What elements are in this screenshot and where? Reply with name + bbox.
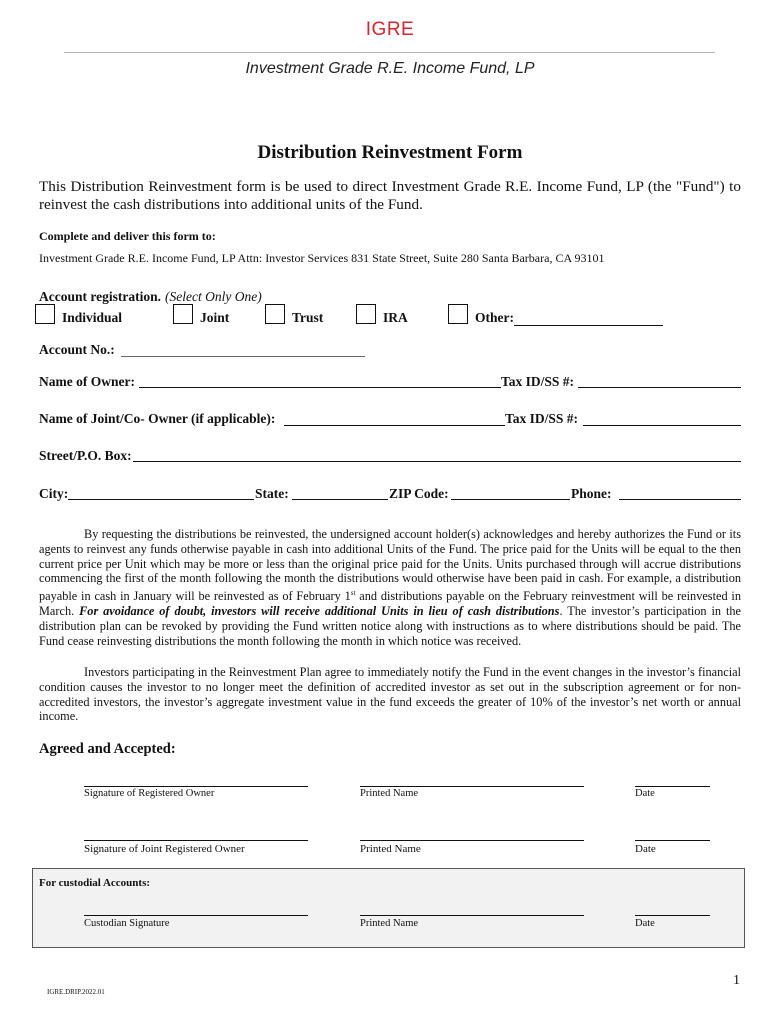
registration-hint: (Select Only One) — [164, 289, 262, 304]
phone-label: Phone: — [571, 486, 612, 501]
printed-name-line-owner[interactable] — [360, 786, 584, 787]
zip-input[interactable] — [451, 499, 570, 500]
authorization-paragraph — [39, 527, 741, 648]
date-label-owner: Date — [635, 788, 655, 799]
date-line-custodian[interactable] — [635, 915, 710, 916]
custodial-heading: For custodial Accounts: — [39, 877, 151, 889]
phone-input[interactable] — [619, 499, 741, 500]
printed-label-owner: Printed Name — [360, 788, 419, 799]
page-number: 1 — [733, 973, 740, 988]
form-title: Distribution Reinvestment Form — [257, 142, 523, 163]
tax-id-label: Tax ID/SS #: — [501, 374, 575, 389]
street-input[interactable] — [133, 461, 741, 462]
printed-name-line-joint[interactable] — [360, 840, 584, 841]
printed-name-line-custodian[interactable] — [360, 915, 584, 916]
document-id: IGRE.DRIP.2022.01 — [47, 988, 105, 996]
option-joint-label: Joint — [200, 310, 230, 325]
option-ira-label: IRA — [383, 310, 408, 325]
signature-line-custodian[interactable] — [84, 915, 308, 916]
account-no-label — [39, 342, 115, 358]
owner-name-input[interactable] — [139, 387, 501, 388]
deliver-address: Investment Grade R.E. Income Fund, LP Attn: Investor Services 831 State Street, Suite 280 Santa Barbara, CA 93101 — [39, 251, 605, 265]
p1-emphasis: For avoidance of doubt, investors will receive additional Units in lieu of cash distributions — [79, 604, 560, 619]
header-divider — [64, 52, 715, 53]
date-line-joint[interactable] — [635, 840, 710, 841]
p1-superscript: st — [350, 589, 356, 598]
checkbox-ira[interactable] — [356, 304, 376, 324]
agreed-heading: Agreed and Accepted: — [39, 741, 176, 757]
fund-name: Investment Grade R.E. Income Fund, LP — [245, 60, 535, 77]
p1-part-c: . The investor’s participation in the distribution plan can be revoked by providing the Fund written notice along with instructions as to where distributions should be paid. The Fund cease reinvesting distributions the month following the month in which notice was received. — [39, 604, 741, 648]
checkbox-individual[interactable] — [35, 304, 55, 324]
account-no-input[interactable] — [121, 356, 365, 357]
registration-heading — [39, 288, 262, 306]
tax-id-joint-input[interactable] — [583, 425, 741, 426]
tax-id-input[interactable] — [578, 387, 741, 388]
option-other-label: Other: — [475, 310, 514, 325]
registration-label: Account registration. — [39, 289, 161, 304]
joint-owner-input[interactable] — [284, 425, 505, 426]
owner-name-label: Name of Owner: — [39, 374, 135, 389]
signature-label-custodian: Custodian Signature — [84, 918, 170, 929]
joint-owner-label: Name of Joint/Co- Owner (if applicable): — [39, 411, 276, 426]
p1-part-a: By requesting the distributions be reinvested, the undersigned account holder(s) acknowledges and hereby authorizes the Fund or its agents to reinvest any funds otherwise payable in cash into additional Units of the Fund. The price paid for the Units will be equal to the then current price per Unit which may be more or less than the original price paid for the Units. Units purchased through will accrue distributions commencing the first of the month following the month the distributions would otherwise have been paid in cash. For example, a distribution payable in cash in January will be reinvested as of February 1 — [39, 527, 741, 604]
date-label-joint: Date — [635, 843, 656, 855]
tax-id-joint-label: Tax ID/SS #: — [505, 411, 579, 426]
other-input[interactable] — [514, 325, 663, 326]
checkbox-other[interactable] — [448, 304, 468, 324]
signature-label-joint: Signature of Joint Registered Owner — [84, 843, 245, 855]
investor-notice-paragraph — [39, 665, 741, 724]
option-trust-label: Trust — [292, 310, 324, 325]
option-individual-label: Individual — [62, 310, 123, 325]
checkbox-trust[interactable] — [265, 304, 285, 324]
deliver-heading: Complete and deliver this form to: — [39, 229, 216, 243]
p2-text: Investors participating in the Reinvestment Plan agree to immediately notify the Fund in the event changes in the investor’s financial condition causes the investor to no longer meet the definition of accredited investor as set out in the subscription agreement or for non-accredited investors, the investor’s aggregate investment value in the fund exceeds the greater of 10% of the investor’s net worth or annual income. — [39, 665, 741, 724]
date-line-owner[interactable] — [635, 786, 710, 787]
signature-line-joint[interactable] — [84, 840, 308, 841]
printed-label-joint: Printed Name — [360, 843, 421, 855]
city-label: City: — [39, 486, 69, 501]
state-input[interactable] — [292, 499, 388, 500]
date-label-custodian: Date — [635, 918, 655, 929]
brand-logo-text: IGRE — [365, 19, 415, 40]
street-label: Street/P.O. Box: — [39, 448, 132, 463]
checkbox-joint[interactable] — [173, 304, 193, 324]
signature-line-owner[interactable] — [84, 786, 308, 787]
printed-label-custodian: Printed Name — [360, 918, 419, 929]
city-input[interactable] — [68, 499, 254, 500]
state-label: State: — [255, 486, 289, 501]
intro-text: This Distribution Reinvestment form is be used to direct Investment Grade R.E. Income Fund, LP (the "Fund") to reinvest the cash distributions into additional units of the Fund. — [39, 178, 741, 213]
zip-label: ZIP Code: — [389, 486, 449, 501]
p1-part-b: and distributions payable on the February reinvestment will be reinvested in March. — [39, 589, 741, 619]
account-no-label-text: Account No.: — [39, 342, 115, 357]
signature-label-owner: Signature of Registered Owner — [84, 788, 215, 799]
